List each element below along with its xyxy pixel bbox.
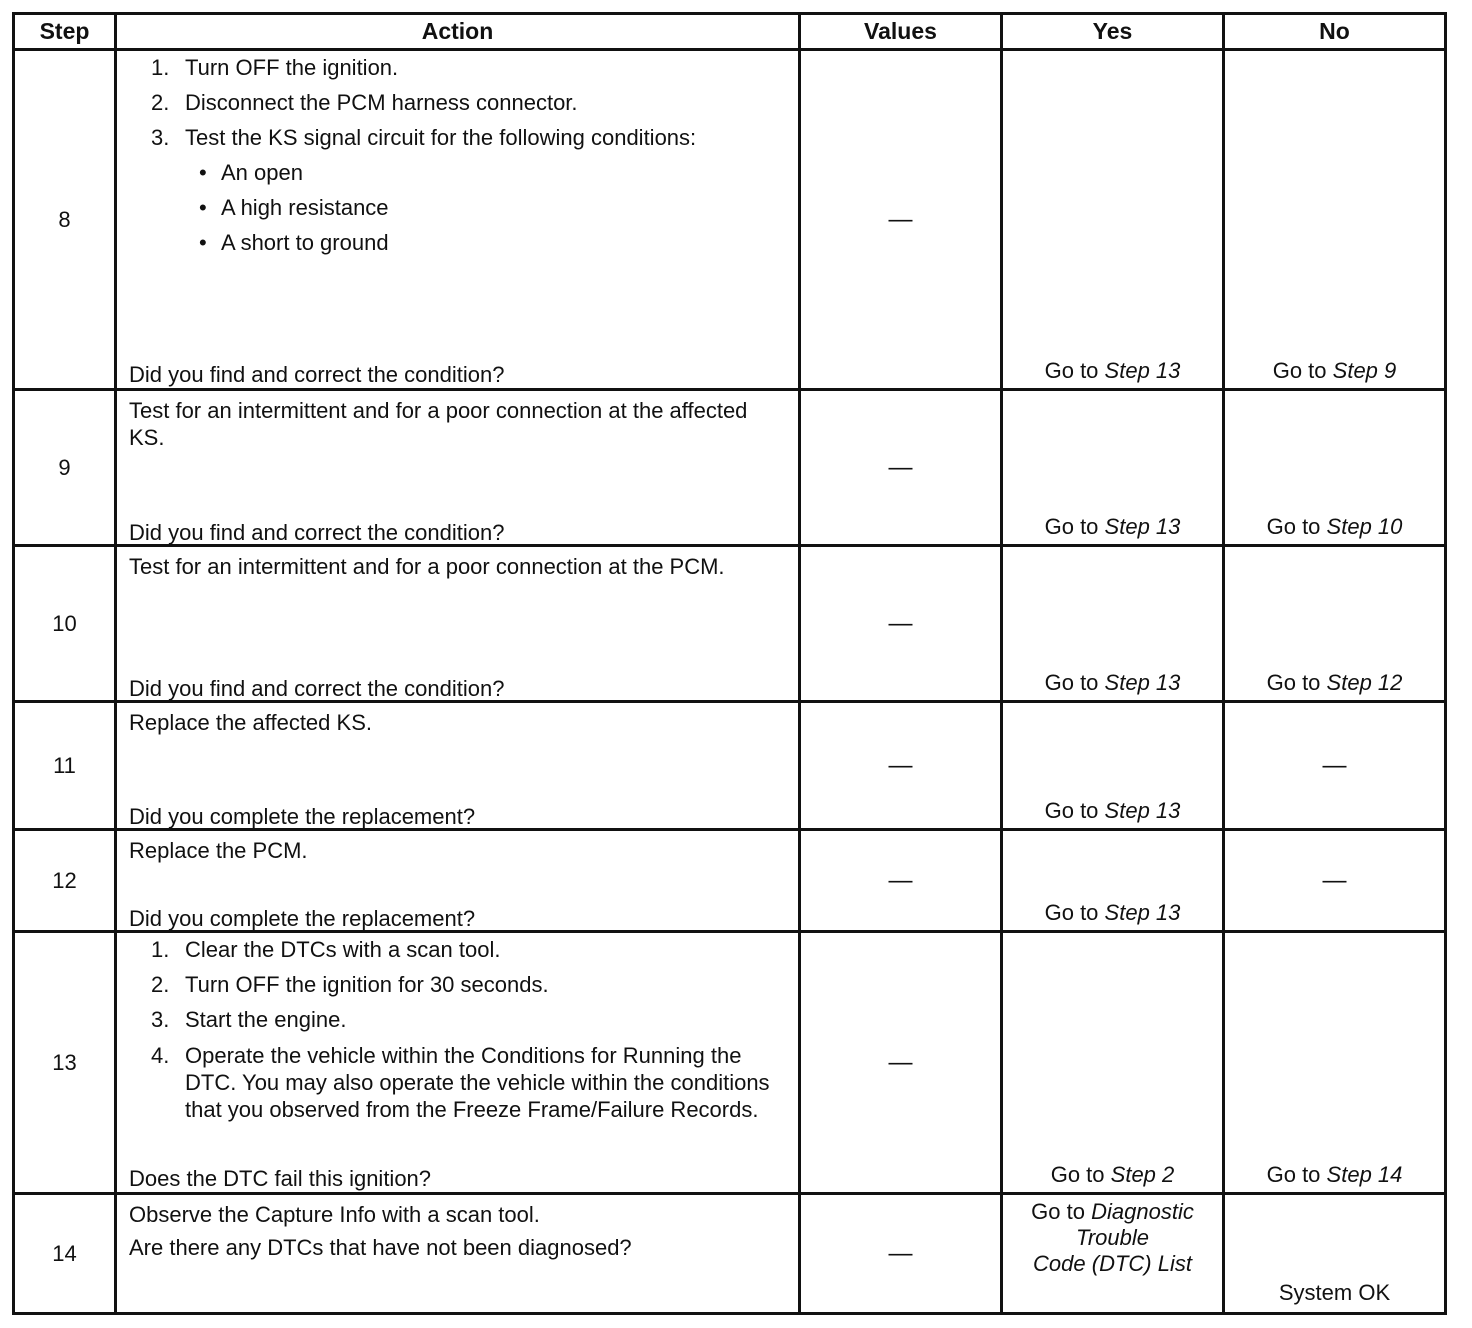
step-link[interactable]: Step 12 bbox=[1326, 670, 1403, 695]
list-item: 2. Disconnect the PCM harness connector. bbox=[151, 90, 578, 115]
action-cell bbox=[116, 702, 800, 830]
action-text: Observe the Capture Info with a scan tool. bbox=[129, 1202, 540, 1227]
action-cell bbox=[116, 1194, 800, 1314]
table-row bbox=[14, 50, 1446, 390]
list-item: 1. Turn OFF the ignition. bbox=[151, 55, 399, 80]
action-text: Test for an intermittent and for a poor connection at the affected KS. bbox=[129, 398, 748, 450]
list-item: 3. Start the engine. bbox=[151, 1007, 347, 1032]
list-item: • An open bbox=[117, 160, 798, 186]
step-link[interactable]: Step 13 bbox=[1104, 358, 1181, 383]
no-cell: Go to Step 10 bbox=[1224, 390, 1446, 546]
action-question: Did you complete the replacement? bbox=[129, 906, 476, 931]
action-steps bbox=[117, 937, 798, 1123]
step-link[interactable]: Step 13 bbox=[1104, 514, 1181, 539]
step-number: 11 bbox=[14, 702, 116, 830]
action-text: Replace the affected KS. bbox=[129, 710, 372, 735]
step-number: 12 bbox=[14, 830, 116, 932]
values-cell: — bbox=[800, 546, 1002, 702]
yes-cell: Go to Diagnostic Trouble Code (DTC) List bbox=[1002, 1194, 1224, 1314]
action-text: Test for an intermittent and for a poor connection at the PCM. bbox=[129, 554, 725, 579]
list-item: • A short to ground bbox=[117, 230, 798, 256]
action-question: Did you find and correct the condition? bbox=[129, 676, 505, 701]
values-cell: — bbox=[800, 50, 1002, 390]
no-cell: — bbox=[1224, 830, 1446, 932]
no-cell bbox=[1224, 1194, 1446, 1314]
action-cell bbox=[116, 50, 800, 390]
action-question: Did you find and correct the condition? bbox=[129, 362, 505, 387]
yes-cell: Go to Step 13 bbox=[1002, 546, 1224, 702]
action-text: Replace the PCM. bbox=[129, 838, 308, 863]
action-question: Are there any DTCs that have not been diagnosed? bbox=[129, 1235, 632, 1260]
step-number: 14 bbox=[14, 1194, 116, 1314]
step-number: 8 bbox=[14, 50, 116, 390]
list-item: 4. Operate the vehicle within the Conditions for Running the DTC. You may also operate the vehicle within the conditions that you observed from the Freeze Frame/Failure Records. bbox=[151, 1043, 770, 1122]
yes-cell: Go to Step 2 bbox=[1002, 932, 1224, 1194]
action-cell bbox=[116, 546, 800, 702]
step-number: 13 bbox=[14, 932, 116, 1194]
no-cell: — bbox=[1224, 702, 1446, 830]
table-row bbox=[14, 702, 1446, 830]
step-number: 9 bbox=[14, 390, 116, 546]
yes-cell: Go to Step 13 bbox=[1002, 702, 1224, 830]
header-action: Action bbox=[116, 14, 800, 50]
yes-cell: Go to Step 13 bbox=[1002, 390, 1224, 546]
table-row bbox=[14, 546, 1446, 702]
header-yes: Yes bbox=[1002, 14, 1224, 50]
values-cell: — bbox=[800, 1194, 1002, 1314]
header-values: Values bbox=[800, 14, 1002, 50]
header-no: No bbox=[1224, 14, 1446, 50]
list-item: 1. Clear the DTCs with a scan tool. bbox=[151, 937, 501, 962]
no-cell: Go to Step 12 bbox=[1224, 546, 1446, 702]
action-cell bbox=[116, 830, 800, 932]
step-number: 10 bbox=[14, 546, 116, 702]
list-item: 3. Test the KS signal circuit for the following conditions: bbox=[151, 125, 697, 150]
condition-bullets bbox=[117, 160, 798, 256]
step-link[interactable]: Step 9 bbox=[1332, 358, 1397, 383]
table-row bbox=[14, 390, 1446, 546]
table-row bbox=[14, 830, 1446, 932]
table-row bbox=[14, 932, 1446, 1194]
action-question: Did you find and correct the condition? bbox=[129, 520, 505, 545]
action-question: Does the DTC fail this ignition? bbox=[129, 1166, 432, 1191]
table-row bbox=[14, 1194, 1446, 1314]
header-step: Step bbox=[14, 14, 116, 50]
step-link[interactable]: Step 10 bbox=[1326, 514, 1403, 539]
no-cell: Go to Step 14 bbox=[1224, 932, 1446, 1194]
step-link[interactable]: Step 13 bbox=[1104, 798, 1181, 823]
values-cell: — bbox=[800, 830, 1002, 932]
action-cell bbox=[116, 932, 800, 1194]
action-question: Did you complete the replacement? bbox=[129, 804, 476, 829]
action-steps bbox=[117, 55, 798, 151]
step-link[interactable]: Step 13 bbox=[1104, 670, 1181, 695]
values-cell: — bbox=[800, 932, 1002, 1194]
values-cell: — bbox=[800, 390, 1002, 546]
dtc-list-link[interactable]: Diagnostic bbox=[1091, 1199, 1194, 1224]
no-cell: Go to Step 9 bbox=[1224, 50, 1446, 390]
yes-cell: Go to Step 13 bbox=[1002, 830, 1224, 932]
step-link[interactable]: Step 13 bbox=[1104, 900, 1181, 925]
list-item: 2. Turn OFF the ignition for 30 seconds. bbox=[151, 972, 549, 997]
yes-cell: Go to Step 13 bbox=[1002, 50, 1224, 390]
step-link[interactable]: Step 2 bbox=[1110, 1162, 1175, 1187]
values-cell: — bbox=[800, 702, 1002, 830]
action-cell bbox=[116, 390, 800, 546]
step-link[interactable]: Step 14 bbox=[1326, 1162, 1403, 1187]
diagnostic-table bbox=[12, 12, 1447, 1315]
list-item: • A high resistance bbox=[117, 195, 798, 221]
header-row bbox=[14, 14, 1446, 50]
system-ok-text: System OK bbox=[1278, 1280, 1391, 1305]
